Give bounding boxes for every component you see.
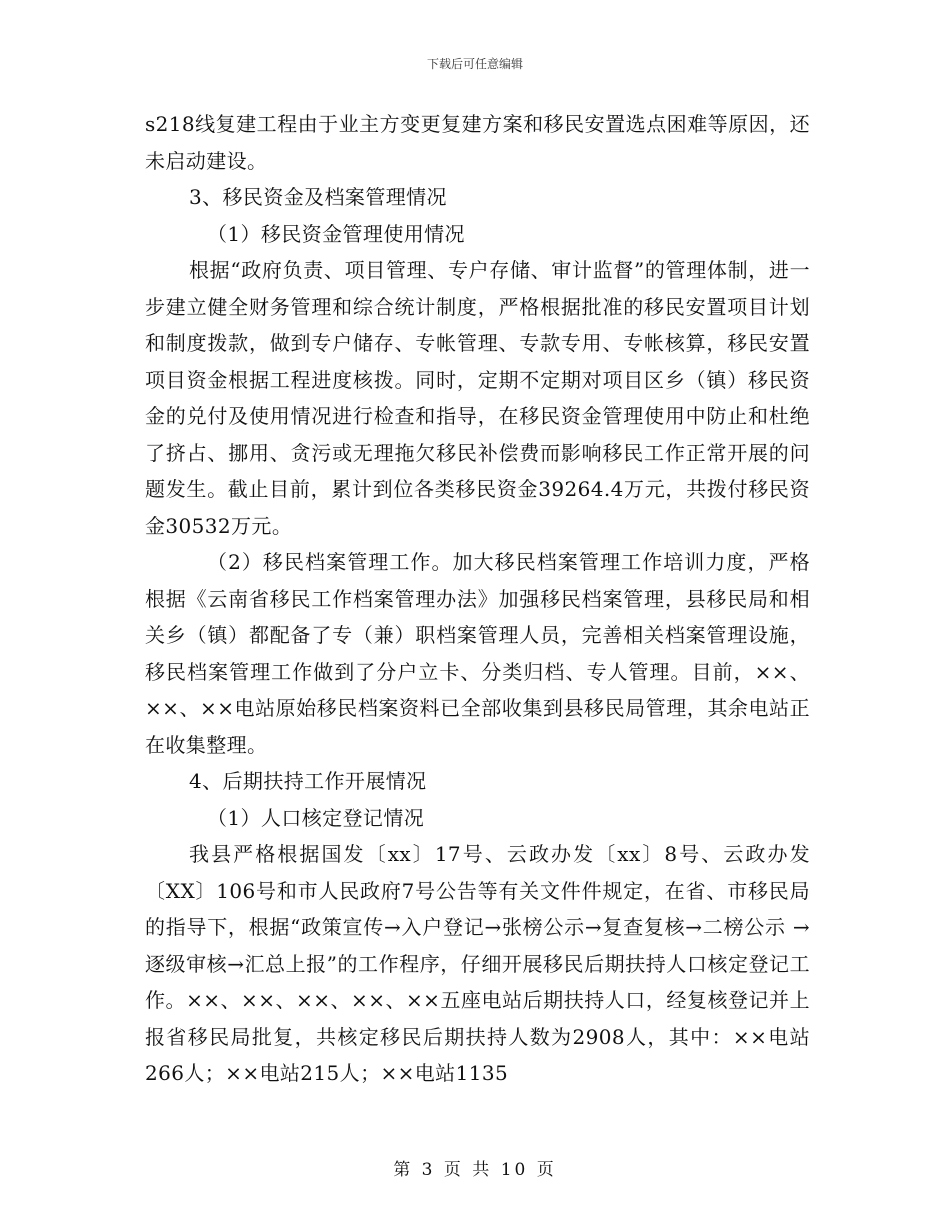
subsection-heading-4-1: （1）人口核定登记情况: [207, 805, 425, 830]
document-body: [145, 106, 810, 1092]
section-heading-3: 3、移民资金及档案管理情况: [189, 185, 447, 209]
paragraph-1: s218线复建工程由于业主方变更复建方案和移民安置选点困难等原因，还未启动建设。: [145, 112, 810, 173]
paragraph-population: 我县严格根据国发〔xx〕17号、云政办发〔xx〕8号、云政办发〔XX〕106号和市人民政府7号公告等有关文件件规定，在省、市移民局的指导下，根据“政策宣传→入户登记→张榜公示→复查复核→二榜公示 →逐级审核→汇总上报”的工作程序，仔细开展移民后期扶持人口核定登记工作。××、××、××、××、××五座电站后期扶持人口，经复核登记并上报省移民局批复，共核定移民后期扶持人数为2908人，其中：××电站266人；××电站215人；××电站1135: [145, 842, 810, 1085]
page-header-note: 下载后可任意编辑: [426, 57, 523, 71]
paragraph-funds: 根据“政府负责、项目管理、专户存储、审计监督”的管理体制，进一步建立健全财务管理和综合统计制度，严格根据批准的移民安置项目计划和制度拨款，做到专户储存、专帐管理、专款专用、专帐核算，移民安置项目资金根据工程进度核拨。同时，定期不定期对项目区乡（镇）移民资金的兑付及使用情况进行检查和指导，在移民资金管理使用中防止和杜绝了挤占、挪用、贪污或无理拖欠移民补偿费而影响移民工作正常开展的问题发生。截止目前，累计到位各类移民资金39264.4万元，共拨付移民资金30532万元。: [145, 258, 810, 538]
paragraph-archives: （2）移民档案管理工作。加大移民档案管理工作培训力度，严格根据《云南省移民工作档案管理办法》加强移民档案管理，县移民局和相关乡（镇）都配备了专（兼）职档案管理人员，完善相关档案管理设施，移民档案管理工作做到了分户立卡、分类归档、专人管理。目前，××、××、××电站原始移民档案资料已全部收集到县移民局管理，其余电站正在收集整理。: [145, 550, 810, 757]
page-number: 第 3 页 共 10 页: [393, 1160, 557, 1180]
section-heading-4: 4、后期扶持工作开展情况: [189, 769, 427, 793]
subsection-heading-3-1: （1）移民资金管理使用情况: [207, 221, 465, 246]
